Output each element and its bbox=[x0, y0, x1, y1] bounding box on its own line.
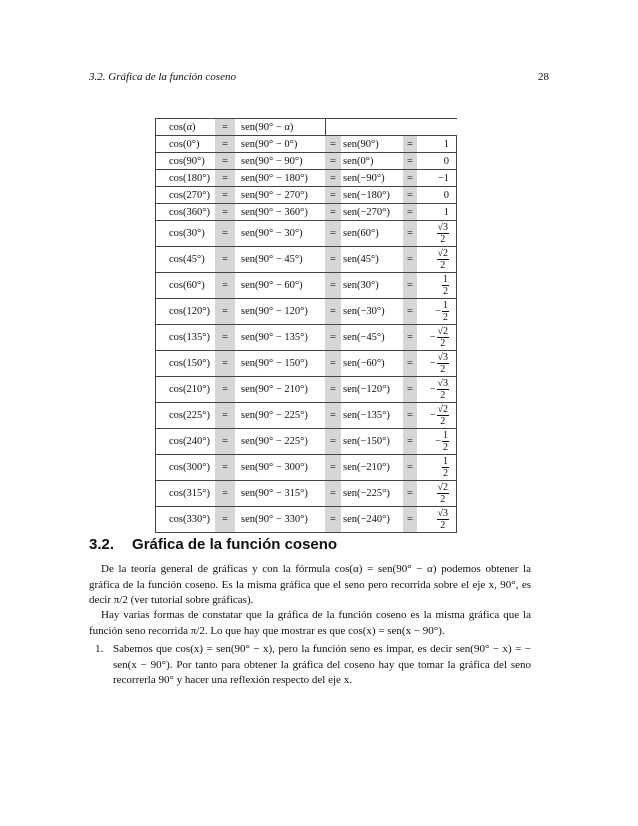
sen-expression-cell: sen(90° − 225°) bbox=[241, 436, 308, 447]
sen-value-cell: sen(0°) bbox=[343, 155, 374, 167]
list-item-text: Sabemos que cos(x) = sen(90° − x), pero la función seno es impar, es decir sen(90° − x) = − sen(x − 90°). Por tanto para obtener la gráfica del coseno hay que tomar la gráfica del seno recorrerla 90° y hacer una reflexión respecto del eje x. bbox=[113, 643, 531, 686]
section-title: Gráfica de la función coseno bbox=[132, 536, 338, 553]
equals-cell: = bbox=[325, 429, 341, 454]
equals-cell: = bbox=[215, 221, 235, 246]
equals-cell: = bbox=[403, 351, 417, 376]
equals-cell: = bbox=[325, 153, 341, 169]
result-cell bbox=[417, 351, 455, 376]
equals-cell: = bbox=[215, 273, 235, 298]
equals-cell: = bbox=[325, 507, 341, 532]
cos-cell: cos(60°) bbox=[169, 280, 205, 291]
fraction-denominator: 2 bbox=[440, 519, 446, 531]
equals-cell: = bbox=[215, 247, 235, 272]
sen-expression-cell: sen(90° − 45°) bbox=[241, 254, 303, 265]
paragraph-1: De la teoría general de gráficas y con la fórmula cos(α) = sen(90° − α) podemos obtener la gráfica de la función coseno. Es la misma gráfica que el seno pero recorrida sobre el eje x, 90°, es decir π/2 (ver tutorial sobre gráficas). bbox=[89, 563, 531, 606]
result-cell: −1 bbox=[437, 172, 449, 184]
result-cell bbox=[417, 507, 455, 532]
equals-cell: = bbox=[325, 204, 341, 220]
sen-value-cell: sen(−45°) bbox=[343, 332, 385, 343]
fraction-denominator: 2 bbox=[440, 233, 446, 245]
header-cell-cos-alpha: cos(α) bbox=[169, 121, 196, 133]
result-sign: − bbox=[429, 410, 436, 421]
equals-cell: = bbox=[325, 455, 341, 480]
equals-cell: = bbox=[325, 351, 341, 376]
fraction-numerator: 1 bbox=[443, 273, 448, 285]
cos-cell: cos(180°) bbox=[169, 172, 210, 184]
equals-cell: = bbox=[325, 403, 341, 428]
result-cell: 1 bbox=[443, 206, 449, 218]
result-fraction bbox=[437, 405, 450, 427]
equals-cell: = bbox=[325, 325, 341, 350]
equals-cell: = bbox=[403, 377, 417, 402]
table-row bbox=[155, 506, 457, 533]
sen-expression-cell: sen(90° − 60°) bbox=[241, 280, 303, 291]
result-fraction bbox=[437, 353, 450, 375]
result-fraction bbox=[437, 249, 450, 271]
table-row bbox=[155, 272, 457, 298]
fraction-denominator: 2 bbox=[440, 259, 446, 271]
sen-value-cell: sen(45°) bbox=[343, 254, 379, 265]
fraction-numerator: √2 bbox=[437, 403, 448, 415]
fraction-denominator: 2 bbox=[443, 467, 448, 479]
result-sign: − bbox=[435, 436, 441, 447]
equals-cell: = bbox=[403, 481, 417, 506]
result-sign: − bbox=[429, 384, 436, 395]
equals-cell: = bbox=[215, 204, 235, 220]
running-head-title: 3.2. Gráfica de la función coseno bbox=[89, 71, 236, 83]
sen-value-cell: sen(−180°) bbox=[343, 189, 390, 201]
fraction-denominator: 2 bbox=[443, 285, 448, 297]
cos-cell: cos(240°) bbox=[169, 436, 210, 447]
sen-value-cell: sen(30°) bbox=[343, 280, 379, 291]
sen-expression-cell: sen(90° − 225°) bbox=[241, 410, 308, 421]
result-cell: 0 bbox=[443, 155, 449, 167]
equals-cell: = bbox=[403, 429, 417, 454]
equals-cell: = bbox=[403, 507, 417, 532]
fraction-denominator: 2 bbox=[443, 441, 448, 453]
fraction-denominator: 2 bbox=[440, 389, 446, 401]
cos-cell: cos(270°) bbox=[169, 189, 210, 201]
fraction-numerator: √2 bbox=[437, 247, 448, 259]
numbered-list bbox=[89, 642, 531, 689]
equals-cell: = bbox=[403, 170, 417, 186]
table-row bbox=[155, 428, 457, 454]
running-head bbox=[89, 71, 549, 83]
equals-cell: = bbox=[403, 325, 417, 350]
result-fraction bbox=[437, 223, 450, 245]
table-row bbox=[155, 350, 457, 376]
sen-expression-cell: sen(90° − 0°) bbox=[241, 138, 298, 150]
result-cell: 0 bbox=[443, 189, 449, 201]
sen-expression-cell: sen(90° − 150°) bbox=[241, 358, 308, 369]
equals-cell: = bbox=[403, 273, 417, 298]
equals-cell: = bbox=[403, 221, 417, 246]
table-row bbox=[155, 298, 457, 324]
fraction-denominator: 2 bbox=[440, 363, 446, 375]
sen-expression-cell: sen(90° − 90°) bbox=[241, 155, 303, 167]
sen-expression-cell: sen(90° − 120°) bbox=[241, 306, 308, 317]
list-marker: 1. bbox=[95, 643, 104, 655]
table-row bbox=[155, 135, 457, 152]
equals-cell: = bbox=[403, 136, 417, 152]
result-sign: − bbox=[429, 358, 436, 369]
equals-cell: = bbox=[215, 170, 235, 186]
sen-value-cell: sen(−120°) bbox=[343, 384, 390, 395]
equals-cell: = bbox=[215, 325, 235, 350]
sen-value-cell: sen(60°) bbox=[343, 228, 379, 239]
equals-cell: = bbox=[215, 153, 235, 169]
sen-expression-cell: sen(90° − 210°) bbox=[241, 384, 308, 395]
equals-cell: = bbox=[325, 481, 341, 506]
cos-cell: cos(360°) bbox=[169, 206, 210, 218]
result-fraction bbox=[442, 457, 449, 479]
result-cell bbox=[417, 247, 455, 272]
fraction-numerator: √3 bbox=[437, 507, 448, 519]
equals-cell: = bbox=[403, 403, 417, 428]
equals-cell: = bbox=[215, 187, 235, 203]
cos-cell: cos(30°) bbox=[169, 228, 205, 239]
equals-cell: = bbox=[325, 299, 341, 324]
sen-expression-cell: sen(90° − 360°) bbox=[241, 206, 308, 218]
fraction-numerator: √3 bbox=[437, 377, 448, 389]
equals-cell: = bbox=[325, 247, 341, 272]
table-row bbox=[155, 169, 457, 186]
table-row bbox=[155, 152, 457, 169]
sen-expression-cell: sen(90° − 300°) bbox=[241, 462, 308, 473]
table-row bbox=[155, 376, 457, 402]
section-number: 3.2. bbox=[89, 536, 115, 553]
equals-cell: = bbox=[215, 299, 235, 324]
sen-value-cell: sen(−210°) bbox=[343, 462, 390, 473]
fraction-denominator: 2 bbox=[440, 493, 446, 505]
equals-cell: = bbox=[325, 170, 341, 186]
table-row bbox=[155, 324, 457, 350]
fraction-numerator: √3 bbox=[437, 351, 448, 363]
equals-cell: = bbox=[403, 204, 417, 220]
result-fraction bbox=[437, 509, 450, 531]
header-cell-equals: = bbox=[215, 119, 235, 135]
equals-cell: = bbox=[215, 377, 235, 402]
sen-expression-cell: sen(90° − 330°) bbox=[241, 514, 308, 525]
equals-cell: = bbox=[215, 136, 235, 152]
cos-cell: cos(225°) bbox=[169, 410, 210, 421]
list-item bbox=[89, 642, 531, 689]
table-header-row bbox=[155, 118, 457, 135]
fraction-numerator: √3 bbox=[437, 221, 448, 233]
cos-cell: cos(135°) bbox=[169, 332, 210, 343]
paragraph-2: Hay varias formas de constatar que la gráfica de la función coseno es la misma gráfica que la función seno recorrida π/2. Lo que hay que mostrar es que cos(x) = sen(x − 90°). bbox=[89, 609, 531, 637]
result-sign: − bbox=[435, 306, 441, 317]
result-cell bbox=[417, 273, 455, 298]
equals-cell: = bbox=[215, 455, 235, 480]
fraction-numerator: 1 bbox=[443, 455, 448, 467]
sen-value-cell: sen(−270°) bbox=[343, 206, 390, 218]
table-row bbox=[155, 186, 457, 203]
fraction-denominator: 2 bbox=[443, 311, 448, 323]
result-cell bbox=[417, 299, 455, 324]
sen-expression-cell: sen(90° − 180°) bbox=[241, 172, 308, 184]
sen-value-cell: sen(−90°) bbox=[343, 172, 385, 184]
equals-cell: = bbox=[403, 455, 417, 480]
result-fraction bbox=[437, 379, 450, 401]
equals-cell: = bbox=[215, 507, 235, 532]
sen-value-cell: sen(90°) bbox=[343, 138, 379, 150]
result-cell bbox=[417, 377, 455, 402]
equals-cell: = bbox=[325, 221, 341, 246]
cos-cell: cos(210°) bbox=[169, 384, 210, 395]
equals-cell: = bbox=[325, 273, 341, 298]
table-row bbox=[155, 220, 457, 246]
sen-value-cell: sen(−240°) bbox=[343, 514, 390, 525]
result-fraction bbox=[437, 483, 450, 505]
fraction-numerator: √2 bbox=[437, 481, 448, 493]
table-row bbox=[155, 203, 457, 220]
equals-cell: = bbox=[215, 481, 235, 506]
result-cell bbox=[417, 481, 455, 506]
page-number: 28 bbox=[538, 71, 549, 83]
equals-cell: = bbox=[325, 377, 341, 402]
cos-cell: cos(45°) bbox=[169, 254, 205, 265]
header-cell-sen-expr: sen(90° − α) bbox=[241, 121, 294, 133]
cos-cell: cos(330°) bbox=[169, 514, 210, 525]
result-fraction bbox=[437, 327, 450, 349]
equals-cell: = bbox=[403, 153, 417, 169]
equals-cell: = bbox=[215, 403, 235, 428]
sen-expression-cell: sen(90° − 270°) bbox=[241, 189, 308, 201]
fraction-numerator: √2 bbox=[437, 325, 448, 337]
result-cell bbox=[417, 325, 455, 350]
equals-cell: = bbox=[325, 187, 341, 203]
sen-value-cell: sen(−150°) bbox=[343, 436, 390, 447]
equals-cell: = bbox=[325, 136, 341, 152]
result-cell bbox=[417, 403, 455, 428]
table-row bbox=[155, 480, 457, 506]
table-row bbox=[155, 402, 457, 428]
cos-cell: cos(150°) bbox=[169, 358, 210, 369]
sen-value-cell: sen(−30°) bbox=[343, 306, 385, 317]
sen-expression-cell: sen(90° − 30°) bbox=[241, 228, 303, 239]
cos-cell: cos(315°) bbox=[169, 488, 210, 499]
cos-cell: cos(90°) bbox=[169, 155, 205, 167]
result-fraction bbox=[442, 301, 449, 323]
table-row bbox=[155, 454, 457, 480]
cosine-identity-table bbox=[155, 118, 457, 533]
result-fraction bbox=[442, 431, 449, 453]
cos-cell: cos(300°) bbox=[169, 462, 210, 473]
result-cell bbox=[417, 455, 455, 480]
result-cell: 1 bbox=[443, 138, 449, 150]
result-cell bbox=[417, 429, 455, 454]
sen-expression-cell: sen(90° − 135°) bbox=[241, 332, 308, 343]
cos-cell: cos(120°) bbox=[169, 306, 210, 317]
fraction-denominator: 2 bbox=[440, 415, 446, 427]
equals-cell: = bbox=[403, 187, 417, 203]
sen-expression-cell: sen(90° − 315°) bbox=[241, 488, 308, 499]
sen-value-cell: sen(−135°) bbox=[343, 410, 390, 421]
equals-cell: = bbox=[215, 351, 235, 376]
sen-value-cell: sen(−225°) bbox=[343, 488, 390, 499]
equals-cell: = bbox=[215, 429, 235, 454]
cos-cell: cos(0°) bbox=[169, 138, 200, 150]
section-heading bbox=[89, 536, 337, 553]
fraction-numerator: 1 bbox=[443, 299, 448, 311]
equals-cell: = bbox=[403, 299, 417, 324]
result-cell bbox=[417, 221, 455, 246]
result-sign: − bbox=[429, 332, 436, 343]
equals-cell: = bbox=[403, 247, 417, 272]
fraction-denominator: 2 bbox=[440, 337, 446, 349]
table-row bbox=[155, 246, 457, 272]
fraction-numerator: 1 bbox=[443, 429, 448, 441]
sen-value-cell: sen(−60°) bbox=[343, 358, 385, 369]
result-fraction bbox=[442, 275, 449, 297]
